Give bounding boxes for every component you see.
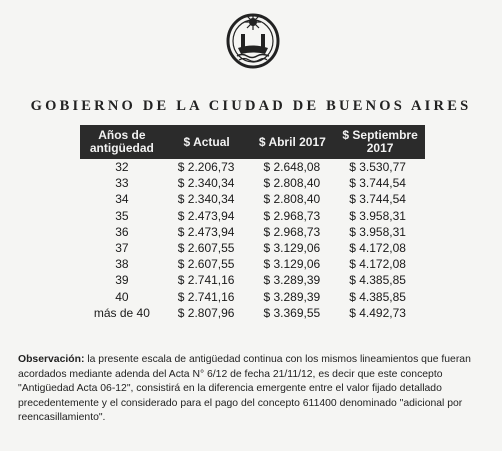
cell-september: $ 3.958,31 [349,224,406,239]
table-row [80,208,425,224]
cell-actual: $ 2.741,16 [177,289,235,304]
cell-april: $ 3.369,55 [263,305,321,320]
cell-actual: $ 2.807,96 [177,305,235,320]
cell-years: 39 [115,273,129,288]
cell-years: 38 [115,257,129,272]
cell-years: 40 [115,289,129,304]
cell-actual: $ 2.340,34 [177,192,235,207]
table-row [80,305,425,321]
table-row [80,289,425,305]
observation-text: la presente escala de antigüedad continua con los mismos lineamientos que fueran acordados mediante adenda del Acta N° 6/12 de fecha 21/11/12, es decir que este concepto "Antigüedad Acta 06-12", consistirá en la diferencia emergente entre el valor fijado detallado precedentemente y el considerado para el pago del concepto 611400 denominado "adicional por reencasillamiento". [18,354,471,424]
cell-april: $ 3.129,06 [263,241,321,256]
cell-september: $ 3.958,31 [349,208,406,223]
table-row [80,175,425,191]
column-header-september-2017: $ Septiembre 2017 [335,125,425,159]
salary-table [80,125,425,321]
observation-label: Observación: [18,354,85,365]
cell-years: 35 [115,208,129,223]
city-seal-icon [222,8,284,70]
cell-april: $ 3.289,39 [263,289,321,304]
cell-september: $ 3.744,54 [349,192,406,207]
cell-years: 37 [115,241,129,256]
cell-april: $ 3.129,06 [263,257,321,272]
cell-april: $ 2.648,08 [263,160,321,174]
table-row [80,159,425,175]
cell-years: 36 [115,224,129,239]
cell-actual: $ 2.206,73 [177,160,235,174]
table-row [80,272,425,288]
header-title: GOBIERNO DE LA CIUDAD DE BUENOS AIRES [30,98,472,114]
cell-years: 34 [115,192,129,207]
cell-september: $ 3.530,77 [349,160,406,174]
cell-april: $ 2.808,40 [263,176,321,191]
cell-april: $ 2.968,73 [263,208,321,223]
cell-september: $ 4.172,08 [349,257,406,272]
table-header-row [80,125,425,159]
cell-actual: $ 2.473,94 [177,224,235,239]
cell-actual: $ 2.607,55 [177,241,235,256]
cell-april: $ 3.289,39 [263,273,321,288]
column-header-years: Años de antigüedad [80,125,164,159]
table-row [80,240,425,256]
cell-september: $ 4.172,08 [349,241,406,256]
cell-april: $ 2.808,40 [263,192,321,207]
column-header-april-2017: $ Abril 2017 [249,125,335,159]
cell-actual: $ 2.741,16 [177,273,235,288]
cell-actual: $ 2.607,55 [177,257,235,272]
table-row [80,224,425,240]
observation-note [18,353,486,426]
cell-years: 33 [115,176,129,191]
cell-september: $ 4.385,85 [349,273,406,288]
cell-april: $ 2.968,73 [263,224,321,239]
cell-september: $ 4.385,85 [349,289,406,304]
cell-actual: $ 2.473,94 [177,208,235,223]
cell-september: $ 3.744,54 [349,176,406,191]
table-row [80,191,425,207]
cell-years: más de 40 [93,305,150,320]
cell-years: 32 [115,160,129,174]
table-row [80,256,425,272]
cell-actual: $ 2.340,34 [177,176,235,191]
column-header-actual: $ Actual [164,125,250,159]
cell-september: $ 4.492,73 [349,305,406,320]
